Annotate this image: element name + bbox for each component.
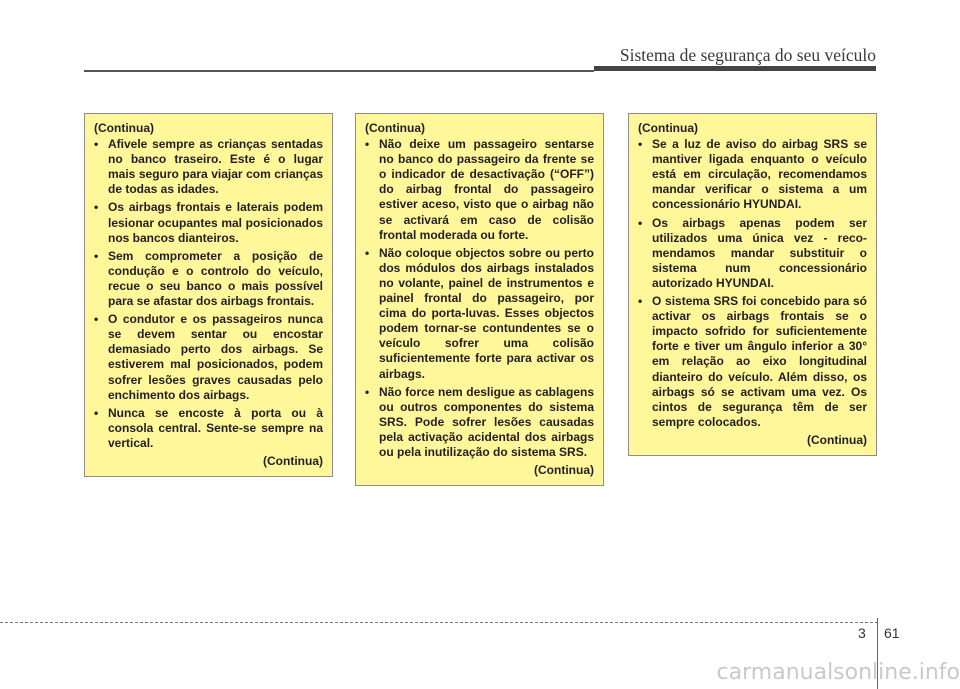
page-number: 61: [884, 625, 900, 641]
list-item: • Sem comprometer a posição de condução e o controlo do veículo, recue o seu banco o mais possível para se afastar dos airbags frontais.: [94, 249, 323, 309]
continued-label: (Continua): [638, 121, 698, 135]
header-rule-accent: [594, 66, 876, 71]
warning-list: [94, 137, 323, 451]
warning-box-2: [355, 113, 604, 486]
continues-label: (Continua): [263, 453, 323, 468]
warning-box-3: [628, 113, 877, 456]
section-number: 3: [858, 625, 866, 641]
list-item: • Não deixe um passageiro sentarse no banco do passageiro da frente se o indicador de desactivação (“OFF”) do airbag frontal do passageiro estiver aceso, visto que o airbag não se activará em caso de colisão frontal moderada ou forte.: [365, 137, 594, 243]
list-item: • Os airbags frontais e laterais podem lesionar ocupantes mal posicionados nos bancos dianteiros.: [94, 200, 323, 245]
continues-label: (Continua): [807, 432, 867, 447]
warning-list: [638, 137, 867, 430]
list-item: • Os airbags apenas podem ser utilizados uma única vez - reco-mendamos mandar substituir o sistema num concessionário autorizado HYUNDAI.: [638, 216, 867, 291]
continued-label: (Continua): [365, 121, 425, 135]
continues-label: (Continua): [534, 463, 594, 478]
warning-list: [365, 137, 594, 460]
list-item: • O condutor e os passageiros nunca se devem sentar ou encostar demasiado perto dos airbags. Se estiverem mal posicionados, podem sofrer lesões graves causadas pelo enchimento dos airbags.: [94, 312, 323, 403]
list-item: • O sistema SRS foi concebido para só activar os airbags frontais se o impacto sofrido for suficientemente forte e tiver um ângulo inferior a 30° em relação ao eixo longitudinal dianteiro do veículo. Além disso, os airbags só se activam uma vez. Os cintos de segurança têm de ser sempre colocados.: [638, 294, 867, 430]
list-item: • Se a luz de aviso do airbag SRS se mantiver ligada enquanto o veículo está em circulação, recomendamos mandar verificar o sistema a um concessionário HYUNDAI.: [638, 137, 867, 212]
list-item: • Afivele sempre as crianças sentadas no banco traseiro. Este é o lugar mais seguro para viajar com crianças de todas as idades.: [94, 137, 323, 197]
continued-label: (Continua): [94, 121, 154, 135]
watermark: carmanualsonline.info: [716, 660, 960, 685]
list-item: • Não force nem desligue as cablagens ou outros componentes do sistema SRS. Pode sofrer lesões causadas pela activação acidental dos airbags ou pela inutilização do sistema SRS.: [365, 385, 594, 460]
warning-box-1: [84, 113, 333, 477]
list-item: • Não coloque objectos sobre ou perto dos módulos dos airbags instalados no volante, painel de instrumentos e painel frontal do passageiro, por cima do porta-luvas. Esses objectos podem tornar-se contundentes se o veículo sofrer uma colisão suficientemente forte para activar os airbags.: [365, 246, 594, 382]
footer-dashed-rule: [0, 622, 878, 623]
list-item: • Nunca se encoste à porta ou à consola central. Sente-se sempre na vertical.: [94, 406, 323, 451]
header-rule: [84, 70, 594, 72]
page-header-title: Sistema de segurança do seu veículo: [619, 45, 876, 65]
